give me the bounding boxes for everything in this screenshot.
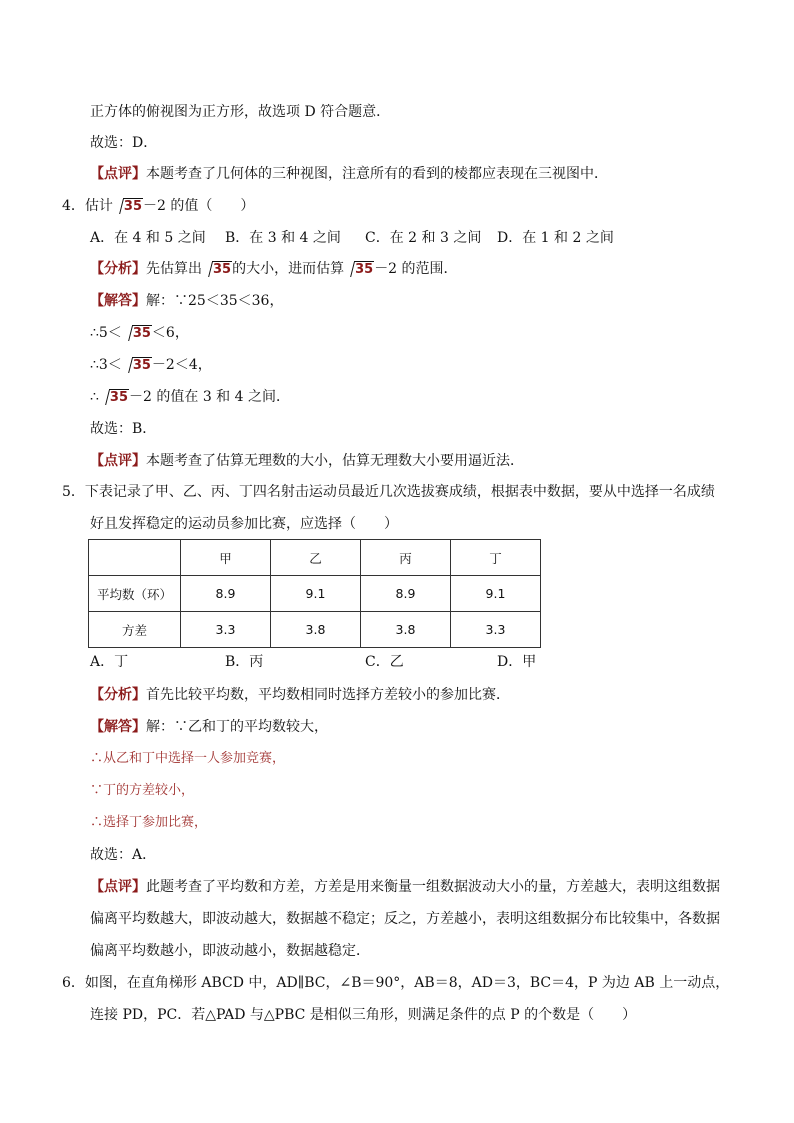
q4-stem [62, 196, 254, 217]
table-cell: 9.1 [451, 576, 541, 612]
q5-solution [90, 717, 328, 737]
comment-text: 本题考查了估算无理数的大小，估算无理数大小要用逼近法． [146, 453, 524, 469]
q4-stem-post: －2 的值（ ） [143, 198, 255, 214]
q4-stem-pre: 估计 [84, 198, 113, 214]
q4-step-4 [90, 387, 290, 408]
table-row [89, 576, 541, 612]
q5-stem-line-2: 好且发挥稳定的运动员参加比赛，应选择（ ） [90, 516, 398, 532]
q4-comment [90, 451, 524, 471]
q4-option-d: D．在 1 和 2 之间 [497, 230, 614, 246]
table-header: 甲 [181, 540, 271, 576]
comment-tag: 【点评】 [90, 879, 146, 895]
table-cell: 8.9 [361, 576, 451, 612]
q4-step-3 [90, 355, 212, 376]
q3-answer: 故选：D． [90, 135, 158, 151]
q5-option-c: C．乙 [365, 654, 404, 670]
comment-text: 此题考查了平均数和方差，方差是用来衡量一组数据波动大小的量，方差越大，表明这组数据 [146, 879, 720, 895]
step-post: ＜6， [151, 325, 189, 341]
table-header-row [89, 540, 541, 576]
q5-stem-line-1 [62, 482, 715, 502]
comment-text: 本题考查了几何体的三种视图，注意所有的看到的棱都应表现在三视图中． [146, 166, 608, 182]
radicand: 35 [109, 390, 129, 405]
table-header: 乙 [271, 540, 361, 576]
q4-step-2 [90, 323, 189, 344]
radicand: 35 [132, 326, 151, 341]
step-pre: ∴5＜ [90, 325, 122, 341]
q5-answer: 故选：A． [90, 847, 157, 863]
q6-stem-line-2: 连接 PD，PC．若△PAD 与△PBC 是相似三角形，则满足条件的点 P 的个数是（ ） [90, 1007, 637, 1023]
table-cell: 3.8 [361, 612, 451, 648]
solution-tag: 【解答】 [90, 293, 146, 309]
radicand: 35 [123, 199, 143, 214]
scores-table [88, 539, 541, 648]
analysis-text: 首先比较平均数，平均数相同时选择方差较小的参加比赛． [146, 687, 510, 703]
table-header: 丙 [361, 540, 451, 576]
step-post: －2＜4， [151, 357, 212, 373]
analysis-post: －2 的范围． [374, 261, 458, 277]
stem-text: 下表记录了甲、乙、丙、丁四名射击运动员最近几次选拔赛成绩，根据表中数据，要从中选择一名成绩 [84, 484, 715, 500]
q3-explanation: 正方体的俯视图为正方形，故选项 D 符合题意． [90, 104, 391, 120]
q5-comment-line-1 [90, 877, 720, 897]
table-cell [89, 540, 181, 576]
radicand: 35 [213, 262, 232, 277]
radicand: 35 [355, 262, 374, 277]
q5-comment-line-2: 偏离平均数越大，即波动越大，数据越不稳定；反之，方差越小，表明这组数据分布比较集中，各数据 [90, 911, 720, 927]
q5-comment-line-3: 偏离平均数越小，即波动越小，数据越稳定． [90, 943, 370, 959]
question-number: 6． [62, 975, 85, 991]
q5-solution-line-2: ∴从乙和丁中选择一人参加竞赛， [90, 751, 286, 766]
q4-option-c: C．在 2 和 3 之间 [365, 230, 482, 246]
q4-option-a: A．在 4 和 5 之间 [90, 230, 206, 246]
sqrt-symbol [100, 387, 129, 408]
question-number: 5． [62, 484, 85, 500]
q5-solution-line-4: ∴选择丁参加比赛， [90, 815, 208, 830]
q6-stem-line-1 [62, 973, 729, 993]
sqrt-symbol [114, 196, 143, 217]
analysis-tag: 【分析】 [90, 261, 146, 277]
step-pre: ∴ [90, 389, 99, 405]
table-cell: 8.9 [181, 576, 271, 612]
solution-line: 解：∵乙和丁的平均数较大， [146, 719, 328, 735]
table-cell: 9.1 [271, 576, 361, 612]
table-cell: 3.8 [271, 612, 361, 648]
sqrt-symbol [345, 259, 374, 280]
comment-tag: 【点评】 [90, 166, 146, 182]
step-post: －2 的值在 3 和 4 之间． [129, 389, 290, 405]
table-cell: 3.3 [451, 612, 541, 648]
sqrt-symbol [123, 355, 152, 376]
q4-solution [90, 291, 283, 311]
stem-text: 如图，在直角梯形 ABCD 中，AD∥BC，∠B＝90°，AB＝8，AD＝3，BC＝4，P 为边 AB 上一动点， [84, 975, 730, 991]
analysis-pre: 先估算出 [146, 261, 202, 277]
q4-answer: 故选：B． [90, 421, 157, 437]
sqrt-symbol [203, 259, 232, 280]
analysis-tag: 【分析】 [90, 687, 146, 703]
question-number: 4． [62, 198, 85, 214]
table-cell: 3.3 [181, 612, 271, 648]
solution-line: 解：∵25＜35＜36， [146, 293, 284, 309]
solution-tag: 【解答】 [90, 719, 146, 735]
q5-option-a: A．丁 [90, 654, 129, 670]
table-header: 丁 [451, 540, 541, 576]
q3-comment [90, 164, 608, 184]
row-label: 方差 [89, 612, 181, 648]
q4-analysis [90, 259, 458, 280]
q5-option-b: B．丙 [225, 654, 264, 670]
q5-option-d: D．甲 [497, 654, 537, 670]
q4-option-b: B．在 3 和 4 之间 [225, 230, 341, 246]
analysis-mid: 的大小，进而估算 [232, 261, 345, 277]
sqrt-symbol [123, 323, 152, 344]
table-row [89, 612, 541, 648]
radicand: 35 [132, 358, 151, 373]
q5-analysis [90, 685, 510, 705]
q5-solution-line-3: ∵丁的方差较小， [90, 783, 195, 798]
comment-tag: 【点评】 [90, 453, 146, 469]
row-label: 平均数（环） [89, 576, 181, 612]
step-pre: ∴3＜ [90, 357, 122, 373]
